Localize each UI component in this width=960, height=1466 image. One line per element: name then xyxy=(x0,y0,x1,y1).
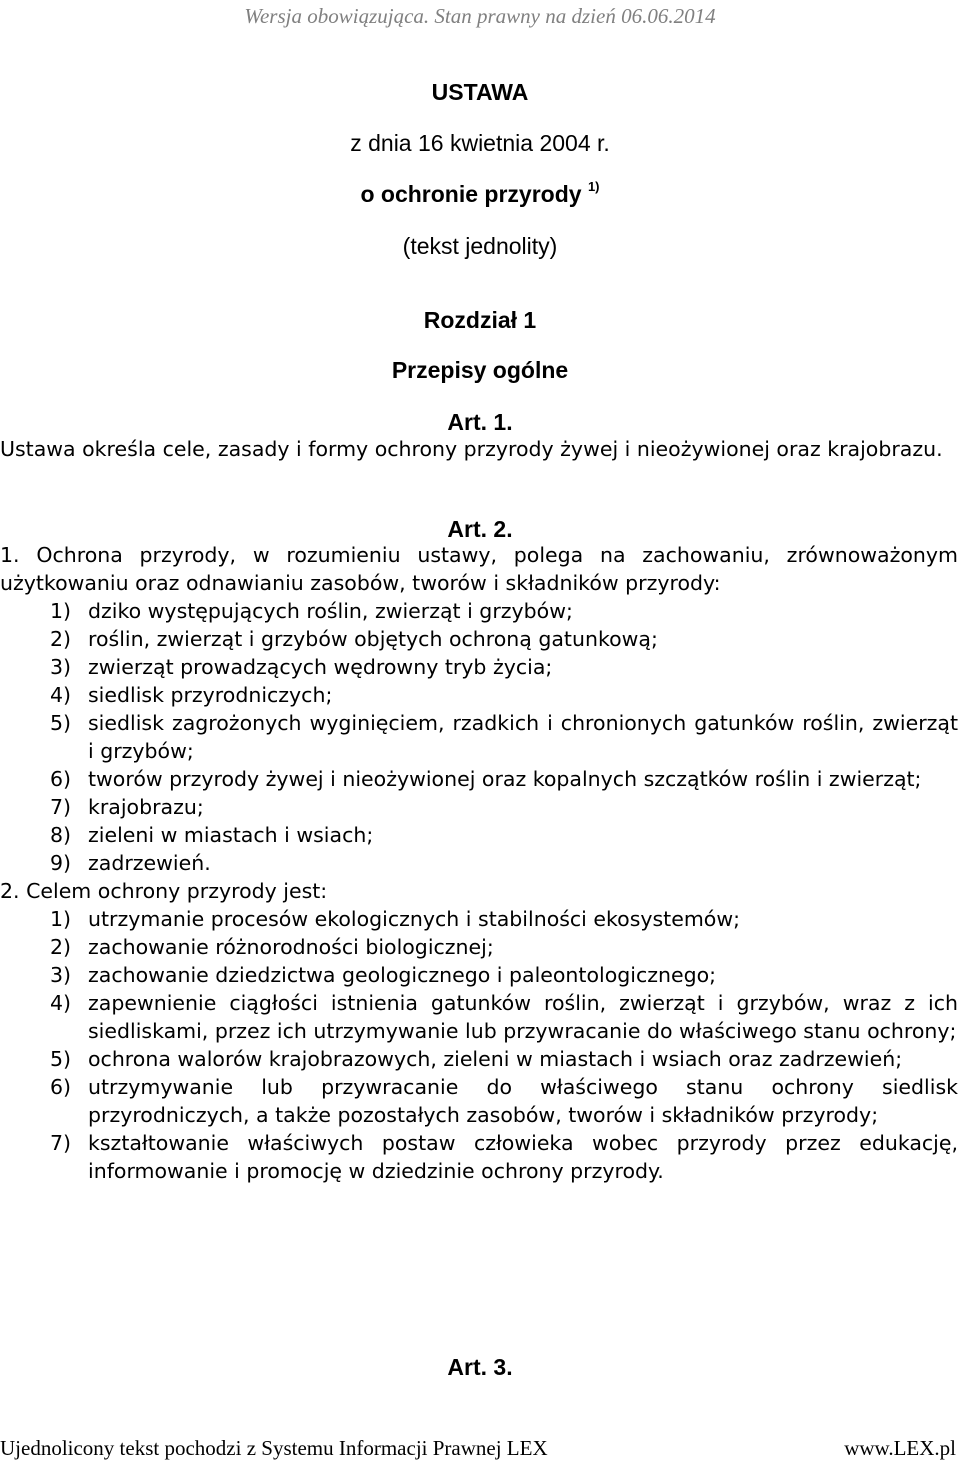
art3-heading: Art. 3. xyxy=(447,1354,513,1380)
art1-heading: Art. 1. xyxy=(447,409,513,435)
consolidated-text-note: (tekst jednolity) xyxy=(402,233,558,259)
chapter-name: Przepisy ogólne xyxy=(391,357,569,383)
list-item-number: 5) xyxy=(50,711,72,735)
list-item-text: zieleni w miastach i wsiach; xyxy=(88,823,374,847)
art2-par1-list xyxy=(0,597,958,877)
list-item xyxy=(0,1045,958,1073)
list-item-number: 4) xyxy=(50,683,72,707)
list-item-text: ochrona walorów krajobrazowych, zieleni w miastach i wsiach oraz zadrzewień; xyxy=(88,1047,903,1071)
art2-body xyxy=(0,541,958,1185)
list-item-number: 6) xyxy=(50,1075,72,1099)
list-item-number: 9) xyxy=(50,851,72,875)
list-item-number: 2) xyxy=(50,627,72,651)
list-item-text: roślin, zwierząt i grzybów objętych ochroną gatunkową; xyxy=(88,627,658,651)
list-item-number: 1) xyxy=(50,599,72,623)
art2-par1-intro: 1. Ochrona przyrody, w rozumieniu ustawy, polega na zachowaniu, zrównoważonym użytkowaniu oraz odnawianiu zasobów, tworów i składników przyrody: xyxy=(0,543,958,595)
chapter-number: Rozdział 1 xyxy=(423,307,537,333)
act-type: USTAWA xyxy=(431,79,529,105)
list-item xyxy=(0,793,958,821)
list-item-text: dziko występujących roślin, zwierząt i grzybów; xyxy=(88,599,573,623)
list-item-text: utrzymanie procesów ekologicznych i stabilności ekosystemów; xyxy=(88,907,741,931)
list-item xyxy=(0,625,958,653)
list-item xyxy=(0,1073,958,1129)
act-subject: o ochronie przyrody xyxy=(360,181,582,207)
list-item xyxy=(0,961,958,989)
list-item-number: 1) xyxy=(50,907,72,931)
list-item xyxy=(0,1129,958,1185)
footer-source: Ujednolicony tekst pochodzi z Systemu Informacji Prawnej LEX xyxy=(0,1436,548,1460)
act-date: z dnia 16 kwietnia 2004 r. xyxy=(350,130,610,156)
footer-website-link[interactable]: www.LEX.pl xyxy=(844,1436,956,1460)
list-item-text: zachowanie różnorodności biologicznej; xyxy=(88,935,494,959)
list-item-number: 7) xyxy=(50,1131,72,1155)
list-item-text: siedlisk przyrodniczych; xyxy=(88,683,333,707)
page-header: Wersja obowiązująca. Stan prawny na dzień 06.06.2014 xyxy=(244,4,716,28)
list-item-text: kształtowanie właściwych postaw człowieka wobec przyrody przez edukację, informowanie i promocję w dziedzinie ochrony przyrody. xyxy=(88,1131,958,1183)
list-item xyxy=(0,989,958,1045)
list-item-text: zwierząt prowadzących wędrowny tryb życia; xyxy=(88,655,553,679)
art1-text: Ustawa określa cele, zasady i formy ochrony przyrody żywej i nieożywionej oraz krajobrazu. xyxy=(0,437,943,461)
list-item xyxy=(0,765,958,793)
act-subject-line xyxy=(0,181,960,208)
list-item xyxy=(0,709,958,765)
list-item-number: 8) xyxy=(50,823,72,847)
list-item xyxy=(0,597,958,625)
list-item xyxy=(0,905,958,933)
list-item-number: 3) xyxy=(50,655,72,679)
list-item-text: zadrzewień. xyxy=(88,851,211,875)
list-item xyxy=(0,821,958,849)
list-item xyxy=(0,933,958,961)
list-item-number: 3) xyxy=(50,963,72,987)
footnote-ref[interactable]: 1) xyxy=(587,179,600,195)
list-item-text: utrzymywanie lub przywracanie do właściwego stanu ochrony siedlisk przyrodniczych, a także pozostałych zasobów, tworów i składników przyrody; xyxy=(88,1075,958,1127)
list-item-number: 7) xyxy=(50,795,72,819)
list-item-number: 6) xyxy=(50,767,72,791)
list-item-text: siedlisk zagrożonych wyginięciem, rzadkich i chronionych gatunków roślin, zwierząt i grzybów; xyxy=(88,711,958,763)
art2-par2-intro: 2. Celem ochrony przyrody jest: xyxy=(0,879,328,903)
list-item-text: krajobrazu; xyxy=(88,795,204,819)
list-item-text: zapewnienie ciągłości istnienia gatunków roślin, zwierząt i grzybów, wraz z ich siedliskami, przez ich utrzymywanie lub przywracanie do właściwego stanu ochrony; xyxy=(88,991,958,1043)
list-item-text: zachowanie dziedzictwa geologicznego i paleontologicznego; xyxy=(88,963,717,987)
list-item-number: 2) xyxy=(50,935,72,959)
list-item-number: 5) xyxy=(50,1047,72,1071)
list-item xyxy=(0,653,958,681)
list-item xyxy=(0,681,958,709)
list-item xyxy=(0,849,958,877)
list-item-text: tworów przyrody żywej i nieożywionej oraz kopalnych szczątków roślin i zwierząt; xyxy=(88,767,922,791)
art2-heading: Art. 2. xyxy=(447,516,513,542)
list-item-number: 4) xyxy=(50,991,72,1015)
art2-par2-list xyxy=(0,905,958,1185)
